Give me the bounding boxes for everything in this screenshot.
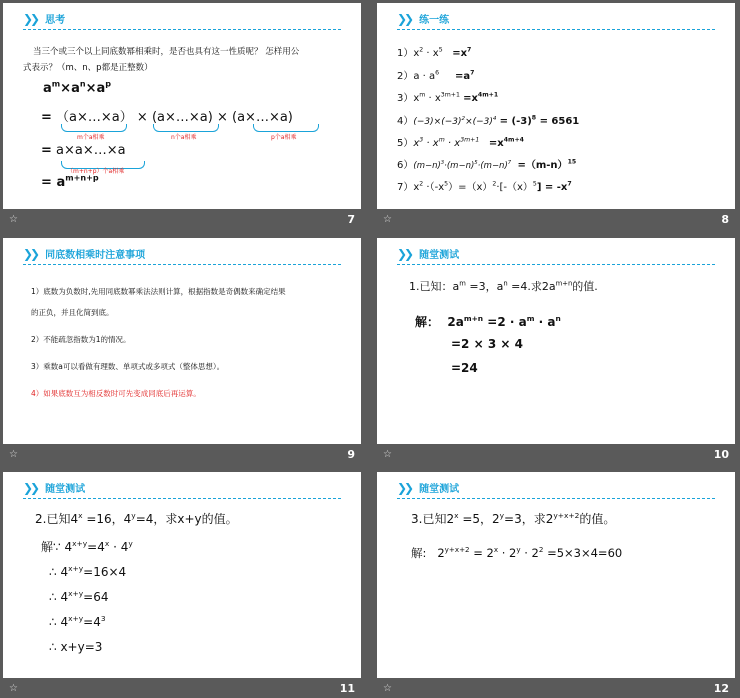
exercise-2: $2)a \cdot a^6$ $=a^7$ [397,69,475,82]
slide-title: 随堂测试 [45,484,86,495]
solution-line-3: ∴ $4^{x+y}=64$ [49,589,109,604]
slide-12[interactable] [377,472,735,698]
chevron-double-icon: ❯❯ [397,246,412,261]
brace-m [61,124,127,132]
page-number: 12 [713,681,729,695]
header-divider [397,264,715,265]
slide-footer [3,209,361,229]
slide-10[interactable] [377,238,735,464]
note-1-line-1: 1）底数为负数时,先用同底数幂乘法法则计算，根据指数是奇偶数来确定结果 [31,287,286,296]
exercise-5: $5)x^3 \cdot x^m \cdot x^{3m+1}$ $=x^{4m+4}$ [397,136,524,149]
slide-title: 同底数相乘时注意事项 [45,250,146,261]
question: 2.已知$4^x =16$，$4^y=4$，求x+y的值。 [35,511,238,526]
question: 1.已知：$a^m =3$，$a^n =4$.求$2a^{m+n}$的值. [409,279,598,293]
header-divider [23,264,341,265]
exercise-6: $6)(m-n)^3\cdot(m-n)^5\cdot(m-n)^7 =(m-n)^{15}$ [397,158,577,171]
expression-result: = $a^{m+n+p}$ [41,173,99,190]
page-number: 9 [347,447,355,461]
solution: 解: $2^{y+x+2} = 2^x \cdot 2^y \cdot 2^2 =5\times 3\times 4=60$ [411,545,623,560]
label-m-factors: m个a相乘 [77,134,105,141]
chevron-double-icon: ❯❯ [23,246,38,261]
slide-header [23,11,65,26]
exercise-7: $7)x^2 \cdot(-x^5)=(x)^2\cdot[-(x)^5] = -x^7$ [397,180,572,193]
question-line-2: 式表示？（m、n、p都是正整数） [23,63,153,73]
star-icon: ☆ [9,448,18,460]
label-n-factors: n个a相乘 [171,134,197,141]
star-icon: ☆ [383,213,392,225]
chevron-double-icon: ❯❯ [397,11,412,26]
solution-line-1: 解∵ $4^{x+y}=4^x \cdot 4^y$ [41,539,133,554]
exercise-3: $3)x^m \cdot x^{3m+1} =x^{4m+1}$ [397,91,499,104]
chevron-double-icon: ❯❯ [23,11,38,26]
label-p-factors: p个a相乘 [271,134,297,141]
star-icon: ☆ [383,682,392,694]
slide-title: 思考 [45,15,66,26]
label-mnp-factors: （m+n+p）个a相乘 [67,168,125,175]
exercise-1: $1)x^2 \cdot x^5$ $=x^7$ [397,46,472,59]
chevron-double-icon: ❯❯ [23,480,38,495]
slide-footer [3,678,361,698]
brace-p [253,124,319,132]
header-divider [23,29,341,30]
note-2: 2）不能疏忽指数为1的情况。 [31,335,131,344]
expression-product: $a^m\times a^n\times a^p$ [43,79,112,96]
star-icon: ☆ [9,213,18,225]
slide-header [397,11,449,26]
slide-footer [3,444,361,464]
slide-title: 练一练 [419,15,450,26]
solution-line-2: =2 × 3 × 4 [451,337,523,351]
note-1-line-2: 的正负，并且化简到底。 [31,308,114,317]
slide-8[interactable] [377,3,735,229]
page-number: 10 [713,447,729,461]
slide-11[interactable] [3,472,361,698]
solution-line-3: =24 [451,361,478,375]
solution-line-2: ∴ $4^{x+y}=16\times 4$ [49,564,127,579]
star-icon: ☆ [383,448,392,460]
note-3: 3）乘数a可以看做有理数、单项式或多项式（整体思想）。 [31,362,225,371]
slide-7[interactable] [3,3,361,229]
note-4: 4）如果底数互为相反数时可先变成同底后再运算。 [31,389,201,398]
expression-line-3: = a×a×…×a [41,143,126,158]
expression-expanded: = （a×…×a） × (a×…×a) × (a×…×a) [41,110,293,125]
page-number: 7 [347,212,355,226]
slide-footer [377,444,735,464]
page-number: 8 [721,212,729,226]
brace-n [153,124,219,132]
slide-title: 随堂测试 [419,250,460,261]
chevron-double-icon: ❯❯ [397,480,412,495]
question-line-1: 当三个或三个以上同底数幂相乘时，是否也具有这一性质呢？ 怎样用公 [33,47,300,57]
question: 3.已知$2^x =5$，$2^y=3$，求$2^{y+x+2}$的值。 [411,511,616,526]
header-divider [397,29,715,30]
solution-line-1: 解： $2a^{m+n} =2 \cdot a^m \cdot a^n$ [415,314,561,329]
slide-footer [377,209,735,229]
page-number: 11 [339,681,355,695]
star-icon: ☆ [9,682,18,694]
slide-header [23,480,85,495]
slide-footer [377,678,735,698]
solution-line-5: ∴ x+y=3 [49,640,103,654]
slide-title: 随堂测试 [419,484,460,495]
solution-line-4: ∴ $4^{x+y}=4^3$ [49,614,106,629]
slide-9[interactable] [3,238,361,464]
slide-header [397,480,459,495]
slide-header [397,246,459,261]
slide-header [23,246,145,261]
header-divider [397,498,715,499]
exercise-4: $4)(-3)\times(-3)^2\times(-3)^4 = (-3)^8 = 6561$ [397,114,580,127]
header-divider [23,498,341,499]
